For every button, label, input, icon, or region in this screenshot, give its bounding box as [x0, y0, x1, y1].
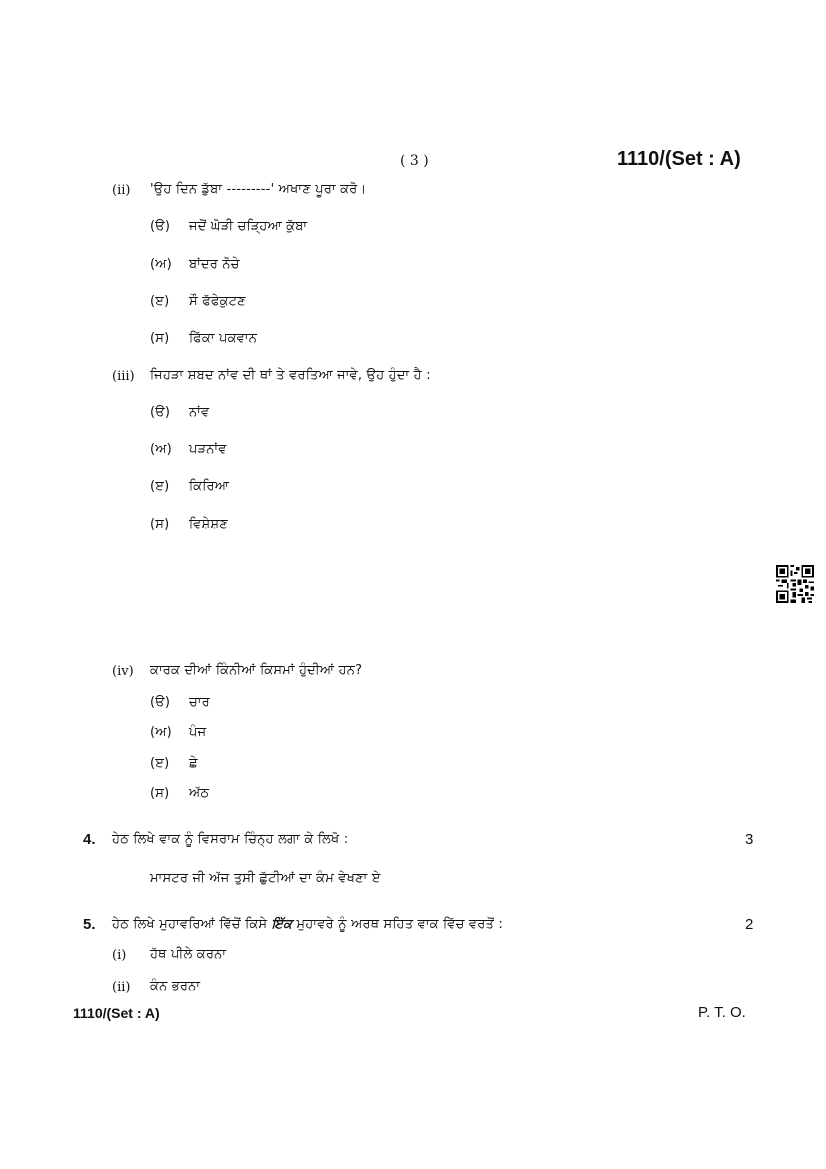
option-text: ਛੇ — [189, 756, 198, 771]
option-text: ਚਾਰ — [189, 695, 210, 710]
question-text-start: ਹੇਠ ਲਿਖੇ ਮੁਹਾਵਰਿਆਂ ਵਿੱਚੋਂ ਕਿਸੇ — [112, 917, 272, 932]
option-text: ਕਿਰਿਆ — [189, 479, 230, 494]
page-number: ( 3 ) — [400, 153, 429, 169]
sentence-text: ਮਾਸਟਰ ਜੀ ਅੱਜ ਤੁਸੀ ਛੁੱਟੀਆਂ ਦਾ ਕੰਮ ਵੇਖਣਾ ਏ — [150, 871, 381, 886]
option-label: (ੲ) — [150, 479, 170, 494]
option-label: (ਅ) — [150, 257, 172, 272]
question-marks: 3 — [745, 831, 754, 848]
pto-label: P. T. O. — [698, 1004, 746, 1021]
option-text: ਨਾਂਵ — [189, 405, 210, 420]
sub-question-text: ਕਾਰਕ ਦੀਆਂ ਕਿੰਨੀਆਂ ਕਿਸਮਾਂ ਹੁੰਦੀਆਂ ਹਨ? — [150, 663, 363, 678]
option-label: (ੲ) — [150, 294, 170, 309]
sub-question-text: ਜਿਹੜਾ ਸ਼ਬਦ ਨਾਂਵ ਦੀ ਥਾਂ ਤੇ ਵਰਤਿਆ ਜਾਵੇ, ਉਹ ਹੁੰਦਾ ਹੈ : — [150, 368, 431, 383]
qr-code-icon — [776, 565, 814, 603]
option-text: ਸੌ ਫੱਫੇਕੁਟਣ — [189, 294, 246, 309]
question-text: ਹੇਠ ਲਿਖੇ ਵਾਕ ਨੂੰ ਵਿਸਰਾਮ ਚਿੰਨ੍ਹ ਲਗਾ ਕੇ ਲਿਖੋ : — [112, 832, 349, 847]
question-number: 4. — [83, 831, 96, 848]
option-text: ਪੜਨਾਂਵ — [189, 442, 227, 457]
sub-question-text: 'ਉਹ ਦਿਨ ਡੁੱਬਾ ---------' ਅਖਾਣ ਪੂਰਾ ਕਰੋ। — [150, 182, 367, 197]
option-label: (ੲ) — [150, 756, 170, 771]
question-text-end: ਮੁਹਾਵਰੇ ਨੂੰ ਅਰਥ ਸਹਿਤ ਵਾਕ ਵਿੱਚ ਵਰਤੋਂ : — [292, 917, 503, 932]
option-text: ਪੰਜ — [189, 725, 207, 740]
question-text — [112, 917, 503, 932]
idiom-label: (ii) — [112, 980, 131, 995]
emphasis-word: ਇੱਕ — [271, 917, 293, 932]
sub-question-label: (iv) — [112, 664, 134, 679]
option-text: ਫਿੱਕਾ ਪਕਵਾਨ — [189, 331, 258, 346]
option-text: ਜਦੋਂ ਘੋੜੀ ਚੜ੍ਹਿਆ ਕੁੱਬਾ — [189, 219, 308, 234]
option-text: ਵਿਸ਼ੇਸ਼ਣ — [189, 517, 228, 532]
option-label: (ਸ) — [150, 331, 170, 346]
paper-code-header: 1110/(Set : A) — [617, 148, 741, 170]
option-label: (ੳ) — [150, 219, 171, 234]
option-text: ਅੱਠ — [189, 786, 210, 801]
question-marks: 2 — [745, 916, 754, 933]
question-number: 5. — [83, 916, 96, 933]
sub-question-label: (iii) — [112, 369, 135, 384]
option-label: (ਅ) — [150, 725, 172, 740]
option-label: (ਸ) — [150, 517, 170, 532]
idiom-text: ਕੰਨ ਭਰਨਾ — [150, 979, 201, 994]
option-label: (ਅ) — [150, 442, 172, 457]
paper-code-footer: 1110/(Set : A) — [73, 1005, 160, 1021]
sub-question-label: (ii) — [112, 183, 131, 198]
option-label: (ਸ) — [150, 786, 170, 801]
idiom-text: ਹੱਥ ਪੀਲੇ ਕਰਨਾ — [150, 947, 227, 962]
option-text: ਬਾਂਦਰ ਨੋਚੇ — [189, 257, 240, 272]
option-label: (ੳ) — [150, 405, 171, 420]
idiom-label: (i) — [112, 948, 127, 963]
option-label: (ੳ) — [150, 695, 171, 710]
